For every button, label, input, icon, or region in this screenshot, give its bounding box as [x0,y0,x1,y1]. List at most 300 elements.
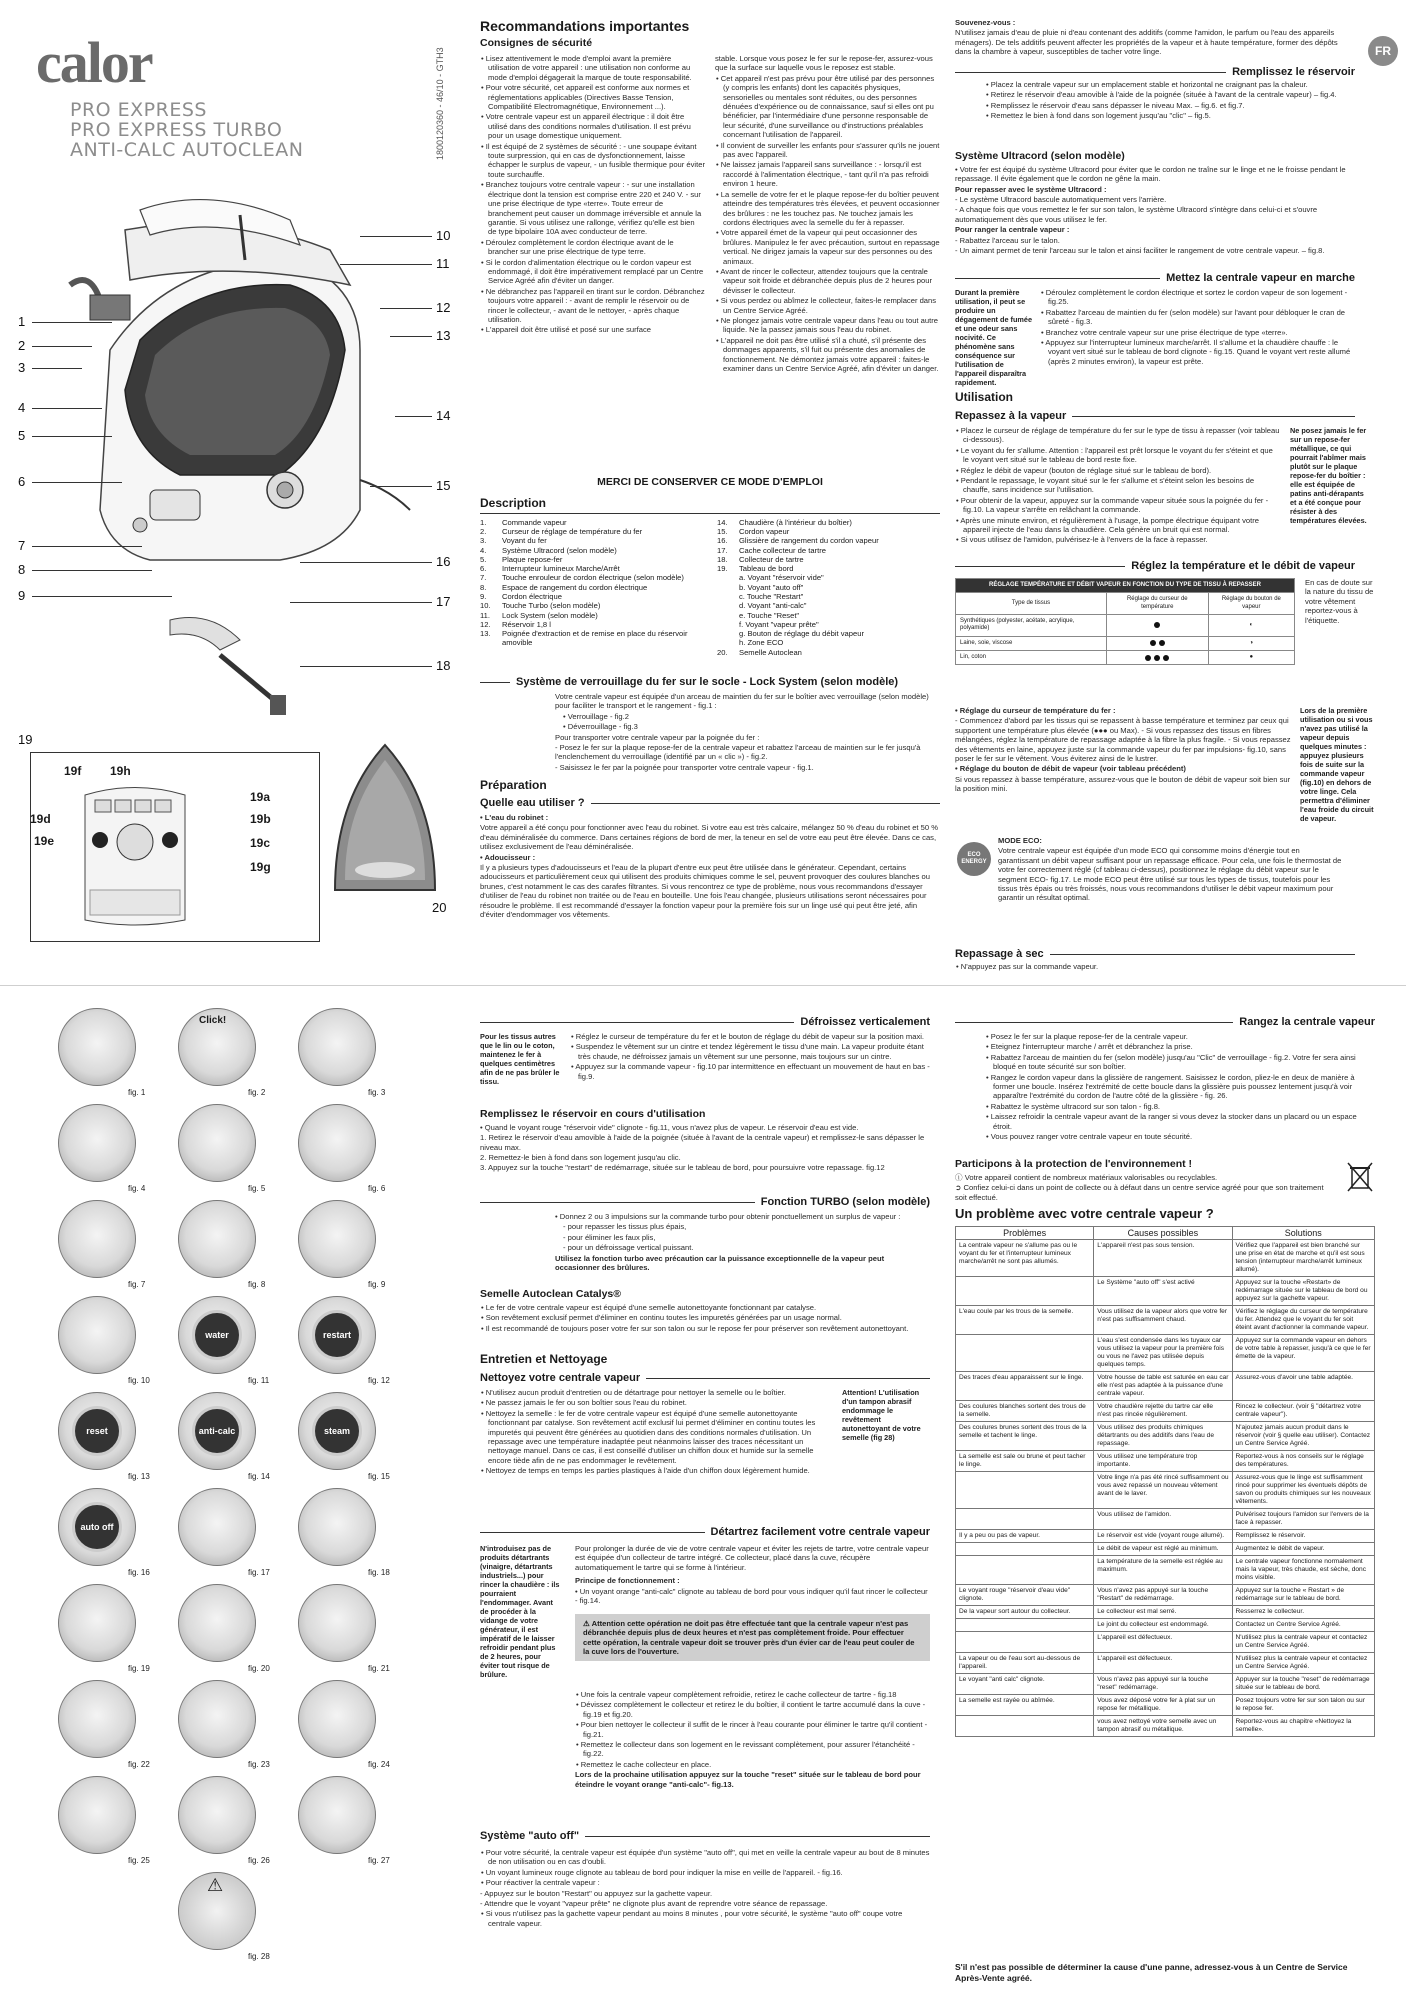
fill-tank-steps [985,80,1355,122]
description-item [480,592,705,601]
problem-cell: De la vapeur sort autour du collecteur. [956,1606,1094,1619]
description-item [717,638,937,647]
description-item [717,564,937,573]
temperature-dot [1150,640,1156,646]
callout-19: 19 [18,732,33,747]
solution-cell: Appuyez sur la commande vapeur en dehors de votre table à repasser, jusqu'à ce que le fer émette de la vapeur. [1232,1335,1374,1372]
description-label: Cache collecteur de tartre [739,545,826,555]
table-row [956,1619,1375,1632]
remember-text: N'utilisez jamais d'eau de pluie ni d'eau contenant des additifs (comme l'amidon, le parfum ou l'eau des appareils ménagers). De tels additifs peuvent affecter les propriétés de la vapeur et à haute température, former des dépôts dans la chambre à vapeur, susceptibles de tacher votre linge. [955,28,1338,57]
cause-cell: Votre housse de table est saturée en eau car elle n'est pas adaptée à la puissance d'une centrale vapeur. [1094,1372,1232,1401]
arrow-icon: ➲ [955,1183,964,1193]
description-label: c. Touche "Restart" [739,592,804,601]
solution-cell: N'utilisez plus la centrale vapeur et contactez un Centre Service Agréé. [1232,1632,1374,1653]
fill-step: • Remplissez le réservoir d'eau sans dépasser le niveau Max. – fig.6. et fig.7. [985,101,1355,110]
fill-tank-title: Remplissez le réservoir [1232,66,1355,78]
description-item [717,536,937,545]
autooff-line: • Un voyant lumineux rouge clignote au tableau de bord pour indiquer la mise en veille de l'appareil. - fig.16. [480,1868,930,1877]
temperature-title: Réglez la température et le débit de vapeur [1131,560,1355,572]
cause-cell: Le joint du collecteur est endommagé. [1094,1619,1232,1632]
lock-text: - Posez le fer sur la plaque repose-fer de la centrale vapeur et rabattez l'arceau de maintien sur le fer jusqu'à l'enclenchement du verrouillage (identifié par un « clic ») - fig.2. [555,743,921,762]
autoclean-line: • Il est recommandé de toujours poser votre fer sur son talon ou sur le repose fer pour préserver son revêtement autonettoyant. [480,1324,930,1333]
description-number: 8. [480,582,487,592]
figure-illustration [298,1488,376,1566]
soleplate-illustration [325,740,445,920]
solution-cell: Reportez-vous à nos conseils sur le réglage des températures. [1232,1451,1374,1472]
table-row [956,1451,1375,1472]
autooff-line: • Pour votre sécurité, la centrale vapeur est équipée d'un système "auto off", qui met en veille la centrale vapeur au bout de 8 minutes de non utilisation ou en cas d'oubli. [480,1848,930,1867]
description-number: 10. [480,601,491,611]
preparation-section [480,778,940,921]
lock-system-title: Système de verrouillage du fer sur le socle - Lock System (selon modèle) [516,676,899,688]
description-number: 5. [480,554,487,564]
problem-cell [956,1716,1094,1737]
start-title: Mettez la centrale vapeur en marche [1166,272,1355,284]
problem-cell [956,1543,1094,1556]
cause-cell: Le Système "auto off" s'est activé [1094,1277,1232,1306]
description-item [480,611,705,620]
table-row [956,1543,1375,1556]
safety-item: • Votre centrale vapeur est un appareil électrique : il doit être utilisé dans des conditions normales d'utilisation. Il est prévu pour un usage domestique uniquement. [480,112,705,140]
solution-cell: Vérifiez que l'appareil est bien branché sur une prise en état de marche et qu'il est sous tension (interrupteur marche/arrêt lumineux allumé). [1232,1240,1374,1277]
descale-step: • Une fois la centrale vapeur complètement refroidie, retirez le cache collecteur de tartre - fig.18 [575,1690,930,1699]
description-label: h. Zone ECO [739,638,784,648]
cause-cell: Vous n'avez pas appuyé sur la touche "reset" redémarrage. [1094,1674,1232,1695]
fill-step: • Placez la centrale vapeur sur un emplacement stable et horizontal ne craignant pas la chaleur. [985,80,1355,89]
cause-cell: L'appareil est défectueux. [1094,1632,1232,1653]
problem-cell: Le voyant "anti calc" clignote. [956,1674,1094,1695]
descale-text [575,1544,930,1606]
ultracord-text: Pour repasser avec le système Ultracord : [955,184,1107,194]
dry-text: • N'appuyez pas sur la commande vapeur. [955,962,1355,971]
autooff-line: - Attendre que le voyant "vapeur prête" ne clignote plus avant de reprendre votre séance de repassage. [480,1899,828,1909]
description-item [717,583,937,592]
temperature-dot [1163,655,1169,661]
refill-step: • Quand le voyant rouge "réservoir vide" clignote - fig.11, vous n'avez plus de vapeur. Le réservoir d'eau est vide. [480,1122,859,1132]
problem-cell: La centrale vapeur ne s'allume pas ou le voyant du fer et l'interrupteur lumineux marche/arrêt ne sont pas allumés. [956,1240,1094,1277]
scale-collector-illustration [150,610,300,720]
iron-step: • Si vous utilisez de l'amidon, pulvérisez-le à l'envers de la face à repasser. [955,535,1280,544]
description-label: a. Voyant "réservoir vide" [739,573,824,583]
autooff-text [480,1848,930,1929]
safety-item: • Il convient de surveiller les enfants pour s'assurer qu'ils ne jouent pas avec l'appareil. [715,141,940,160]
cause-cell: L'appareil n'est pas sous tension. [1094,1240,1232,1277]
description-item [717,629,937,638]
model-names [70,100,303,160]
safety-subtitle: Consignes de sécurité [480,37,593,50]
description-item [480,573,705,582]
turbo-title: Fonction TURBO (selon modèle) [760,1196,930,1208]
store-step: • Rabattez le système ultracord sur son talon - fig.8. [985,1102,1375,1111]
lock-text: - Saisissez le fer par la poignée pour transporter votre centrale vapeur - fig.1. [555,762,814,772]
cause-cell: Le réservoir est vide (voyant rouge allumé). [1094,1530,1232,1543]
start-step: • Rabattez l'arceau de maintien du fer (selon modèle) sur l'avant pour débloquer le cran de sûreté - fig.3. [1040,308,1355,327]
callout-6: 6 [18,474,26,489]
description-label: Chaudière (à l'intérieur du boîtier) [739,517,852,527]
autoclean-line: • Le fer de votre centrale vapeur est équipé d'une semelle autonettoyante fonctionnant par catalyse. [480,1303,930,1312]
clean-step: • Ne passez jamais le fer ou son boîtier sous l'eau du robinet. [480,1398,830,1407]
description-item [717,601,937,610]
label-19c: 19c [250,836,271,850]
description-label: Semelle Autoclean [739,647,802,657]
figure-label: fig. 19 [128,1664,150,1673]
problem-cell: Des coulures blanches sortent des trous de la semelle. [956,1401,1094,1422]
table-row [956,1674,1375,1695]
description-label: Collecteur de tartre [739,554,804,564]
steam-ironing-heading [955,410,1355,423]
description-number: 20. [717,647,728,657]
troubleshoot-table [955,1226,1375,1737]
description-number: 15. [717,526,728,536]
cause-cell: Le débit de vapeur est réglé au minimum. [1094,1543,1232,1556]
callout-8: 8 [18,562,26,577]
callout-11: 11 [436,256,450,271]
figure-illustration [58,1008,136,1086]
figure-label: fig. 12 [368,1376,390,1385]
fill-tank-heading [955,66,1355,79]
description-number [717,629,739,638]
solution-cell: Remplissez le réservoir. [1232,1530,1374,1543]
figure-label: fig. 11 [248,1376,270,1385]
figure-label: fig. 26 [248,1856,270,1865]
description-item [717,611,937,620]
figure-illustration [178,1488,256,1566]
figure-illustration [298,1296,376,1374]
vertical-step: • Réglez le curseur de température du fer et le bouton de réglage du débit de vapeur sur la position maxi. [570,1032,930,1041]
description-list [480,518,940,657]
callout-3: 3 [18,360,26,375]
solution-cell: Reportez-vous au chapitre «Nettoyez la semelle». [1232,1716,1374,1737]
refill-step: 1. Retirez le réservoir d'eau amovible à l'aide de la poignée (située à l'avant de la centrale vapeur) et remplissez-le sans dépasser le niveau max. [480,1133,925,1152]
solution-cell: Augmentez le débit de vapeur. [1232,1543,1374,1556]
tap-water-text: Votre appareil a été conçu pour fonctionner avec l'eau du robinet. Si votre eau est très calcaire, mélangez 50 % d'eau du robinet et 50 % d'eau déminéralisée du commerce. Dans certaines régions de bord de mer, la teneur en sel de votre eau peut être élevée. Dans ce cas, utilisez exclusivement de l'eau déminéralisée. [480,823,938,852]
ultracord-text: - Rabattez l'arceau sur le talon. [955,235,1060,245]
description-item [717,546,937,555]
safety-item: • Pour votre sécurité, cet appareil est conforme aux normes et réglementations applicables (Directives Basse Tension, Compatibilité Electromagnétique, Environnement ...). [480,83,705,111]
description-item [717,620,937,629]
safety-item: • La semelle de votre fer et le plaque repose-fer du boîtier peuvent atteindre des températures très élevées, et peuvent occasionner des brûlures : ne les touchez pas. Ne touchez jamais les cordons électriques avec la semelle du fer à repasser. [715,190,940,228]
reset-button-icon: reset [72,1406,122,1456]
eco-heading: MODE ECO: [998,836,1042,845]
description-item [480,518,705,527]
descale-warning-box [575,1614,930,1661]
lock-text: • Déverrouillage - fig.3 [563,722,638,732]
figure-label: fig. 23 [248,1760,270,1769]
table-row [956,1606,1375,1619]
environment-line: Votre appareil contient de nombreux matériaux valorisables ou recyclables. [964,1172,1218,1182]
autooff-title: Système "auto off" [480,1830,580,1842]
problem-cell [956,1472,1094,1509]
table-row [956,1653,1375,1674]
figure-label: fig. 1 [128,1088,146,1097]
description-label: g. Bouton de réglage du débit vapeur [739,629,864,639]
description-number [717,611,739,620]
cause-cell: Le collecteur est mal serré. [1094,1606,1232,1619]
refill-title: Remplissez le réservoir en cours d'utilisation [480,1108,706,1120]
figure-label: fig. 21 [368,1664,390,1673]
steam-dial-icon: ● [1249,653,1254,660]
description-number: 13. [480,629,491,639]
descale-step: • Pour bien nettoyer le collecteur il suffit de le rincer à l'eau courante pour éliminer le tartre qu'il contient - fig.21. [575,1720,930,1739]
description-label: Voyant du fer [502,536,547,546]
solution-cell: Rincez le collecteur. (voir § "détartrez votre centrale vapeur"). [1232,1401,1374,1422]
description-item [480,583,705,592]
fabric-type: Laine, soie, viscose [956,636,1107,650]
description-item [480,527,705,536]
description-label: Tableau de bord [739,564,794,574]
col-solutions: Solutions [1232,1227,1374,1240]
description-number: 9. [480,592,487,601]
table-row [956,1695,1375,1716]
lock-text: Votre centrale vapeur est équipée d'un arceau de maintien du fer sur le boîtier avec verrouillage (selon modèle) pour faciliter le transport et le rangement - fig.1 : [555,692,929,711]
figure-illustration [298,1104,376,1182]
iron-step: • Le voyant du fer s'allume. Attention : l'appareil est prêt lorsque le voyant du fer s'éteint et que le voyant vert situé sur le tableau de bord reste fixe. [955,446,1280,465]
description-label: Interrupteur lumineux Marche/Arrêt [502,564,620,574]
descale-intro: Pour prolonger la durée de vie de votre centrale vapeur et éviter les rejets de tartre, votre centrale vapeur est équipée d'un collecteur de tartre intégré. Ce collecteur, placé dans la cuve, récupère automatiquement le tartre qui se forme à l'intérieur. [575,1544,929,1572]
safety-item: • Branchez toujours votre centrale vapeur : - sur une installation électrique dont la tension est comprise entre 220 et 240 V. - sur une prise électrique de type «terre». Toute erreur de branchement peut causer un dommage irréversible et annule la garantie. Si vous utilisez une rallonge, vérifiez qu'elle est bien de type bipolaire 10A avec conducteur de terre. [480,180,705,236]
autoclean-title: Semelle Autoclean Catalys® [480,1288,621,1300]
table-row [956,1422,1375,1451]
figure-illustration [298,1008,376,1086]
vertical-step: • Suspendez le vêtement sur un cintre et tendez légèrement le tissu d'une main. La vapeur produite étant très chaude, ne défroissez jamais un vêtement sur une personne, mais toujours sur un cintre. [570,1042,930,1061]
first-use-steam-note: Lors de la première utilisation ou si vous n'avez pas utilisé la vapeur depuis quelques minutes : appuyez plusieurs fois de suite sur la commande vapeur (fig.10) en dehors de votre linge. Cela permettra d'éliminer l'eau froide du circuit de vapeur. [1300,706,1374,823]
callout-4: 4 [18,400,26,415]
cause-cell: Vous utilisez de l'amidon. [1094,1509,1232,1530]
turbo-text [555,1212,930,1273]
problem-cell: La vapeur ou de l'eau sort au-dessous de l'appareil. [956,1653,1094,1674]
softener-heading: • Adoucisseur : [480,852,536,862]
descale-step: • Remettez le cache collecteur en place. [575,1760,930,1769]
figure-illustration [298,1200,376,1278]
figure-illustration [58,1776,136,1854]
callout-12: 12 [436,300,451,315]
start-step: • Branchez votre centrale vapeur sur une prise électrique de type «terre». [1040,328,1355,337]
description-item [480,629,705,648]
safety-item: • Si vous perdez ou abîmez le collecteur, faites-le remplacer dans un Centre Service Agréé. [715,296,940,315]
clean-steps [480,1388,830,1477]
solution-cell: Contactez un Centre Service Agréé. [1232,1619,1374,1632]
environment-title: Participons à la protection de l'environnement ! [955,1158,1193,1170]
refill-section [480,1108,930,1174]
figure-illustration [178,1872,256,1950]
tap-water-heading: • L'eau du robinet : [480,813,549,823]
recycle-icon: ⓘ [955,1172,965,1182]
problem-cell: L'eau coule par les trous de la semelle. [956,1306,1094,1335]
refill-step: 2. Remettez-le bien à fond dans son logement jusqu'au clic. [480,1153,681,1163]
description-number [717,583,739,592]
figure-illustration [178,1392,256,1470]
description-label: f. Voyant "vapeur prête" [739,619,819,629]
model-name: PRO EXPRESS TURBO [70,119,283,141]
problem-cell: Des traces d'eau apparaissent sur le linge. [956,1372,1094,1401]
table-row [956,1240,1375,1277]
description-number [717,638,739,647]
callout-5: 5 [18,428,26,443]
label-19e: 19e [34,834,55,848]
cause-cell: Votre chaudière rejette du tartre car elle n'est pas rincée régulièrement. [1094,1401,1232,1422]
warning-icon: ⚠ [583,1619,592,1628]
figure-label: fig. 17 [248,1568,270,1577]
description-number: 4. [480,545,487,555]
store-step: • Rangez le cordon vapeur dans la glissière de rangement. Saisissez le cordon, pliez-le en deux de manière à former une boucle. Insérez l'extrémité de cette boucle dans la glissière puis poussez lentement jusqu'à voir apparaître l'extrémité du cordon de l'autre côté de la glissière - fig. 26. [985,1073,1375,1101]
description-label: Espace de rangement du cordon électrique [502,582,648,592]
problem-cell: Il y a peu ou pas de vapeur. [956,1530,1094,1543]
dry-ironing-text [955,962,1355,972]
vertical-title: Défroissez verticalement [800,1016,930,1028]
label-19b: 19b [250,812,271,826]
eco-energy-logo: ECO ENERGY [957,842,991,876]
cause-cell: Vous utilisez une température trop importante. [1094,1451,1232,1472]
eco-text: Votre centrale vapeur est équipée d'un mode ECO qui consomme moins d'énergie tout en garantissant un débit vapeur suffisant pour un repassage efficace. Pour cela, une fois le thermostat de votre fer correctement réglé (cf tableau ci-dessus), positionnez le réglage du débit vapeur sur le segment ECO- fig.17. Le mode ECO peut être utilisé sur tous les types de tissus, toutefois pour les tissus très épais ou très froissés, nous vous recommandons d'utiliser le débit vapeur maximum pour garantir un résultat optimal. [998,846,1342,903]
description-item [717,648,937,657]
problem-cell: La semelle est rayée ou abîmée. [956,1695,1094,1716]
description-label: Curseur de réglage de température du fer [502,526,643,536]
lock-system-heading [480,676,940,689]
description-label: Plaque repose-fer [502,554,563,564]
table-row [956,1401,1375,1422]
description-item [717,573,937,582]
figure-label: fig. 16 [128,1568,150,1577]
figure-label: fig. 4 [128,1184,146,1193]
descale-steps [575,1690,930,1790]
fill-step: • Remettez le bien à fond dans son logement jusqu'au "clic" – fig.5. [985,111,1355,120]
figure-label: fig. 2 [248,1088,266,1097]
description-item [717,527,937,536]
table-row [956,1585,1375,1606]
solution-cell: Vérifiez le réglage du curseur de température du fer. Attendez que le voyant du fer soit éteint avant d'actionner la commande vapeur. [1232,1306,1374,1335]
figure-illustration [298,1776,376,1854]
safety-item: • Votre appareil émet de la vapeur qui peut occasionner des brûlures. Manipulez le fer avec précaution, surtout en repassage vertical. Ne dirigez jamais la vapeur sur des personnes ou des animaux. [715,228,940,266]
keep-manual-notice: MERCI DE CONSERVER CE MODE D'EMPLOI [597,476,823,488]
water-subtitle: Quelle eau utiliser ? [480,796,585,809]
ultracord-title: Système Ultracord (selon modèle) [955,150,1125,162]
figure-label: fig. 20 [248,1664,270,1673]
troubleshoot-title: Un problème avec votre centrale vapeur ? [955,1206,1214,1221]
fabric-type: Synthétiques (polyester, acétate, acrylique, polyamide) [956,614,1107,636]
control-panel-illustration [80,780,190,930]
callout-10: 10 [436,228,451,243]
problem-cell: La semelle est sale ou brune et peut tacher le linge. [956,1451,1094,1472]
vertical-step: • Appuyez sur la commande vapeur - fig.10 par intermittence en effectuant un mouvement de haut en bas - fig.9. [570,1062,930,1081]
warning-text: Attention cette opération ne doit pas être effectuée tant que la centrale vapeur n'est pas débranchée depuis plus de deux heures et n'est pas complètement froide. Pour effectuer cette opération, la centrale vapeur doit se trouver près d'un évier car de l'eau peut couler de la cuve lors de l'ouverture. [583,1619,915,1656]
description-label: Réservoir 1,8 l [502,619,551,629]
problem-cell [956,1509,1094,1530]
turbo-line: • Donnez 2 ou 3 impulsions sur la commande turbo pour obtenir ponctuellement un surplus de vapeur : [555,1212,901,1221]
clean-heading [480,1372,930,1385]
preparation-title: Préparation [480,778,547,792]
table-row [956,1716,1375,1737]
steam-knob-heading: • Réglage du bouton de débit de vapeur (voir tableau précédent) [955,764,1186,774]
ultracord-text: - A chaque fois que vous remettez le fer sur son talon, le système Ultracord s'intègre dans celui-ci et s'ouvre automatiquement dès que vous utilisez le fer. [955,205,1318,224]
autooff-line: • Si vous n'utilisez pas la gachette vapeur pendant au moins 8 minutes , pour votre sécurité, le système "auto off" coupe votre centrale vapeur. [480,1909,930,1928]
description-number [717,573,739,582]
figure-illustration [58,1104,136,1182]
descale-note: N'introduisez pas de produits détartrants (vinaigre, détartrants industriels...) pour rincer la chaudière : ils pourraient l'endommager. Avant de procéder à la vidange de votre générateur, il est impératif de le laisser refroidir pendant plus de 2 heures, pour éviter tout risque de brûlure. [480,1544,560,1679]
table-row [956,1335,1375,1372]
ultracord-section [955,150,1355,256]
clean-title: Nettoyez votre centrale vapeur [480,1372,641,1384]
language-badge: FR [1368,36,1398,66]
solution-cell: Resserrez le collecteur. [1232,1606,1374,1619]
autooff-line: • Pour réactiver la centrale vapeur : [480,1878,930,1887]
descale-reset-note: Lors de la prochaine utilisation appuyez sur la touche "reset" située sur le tableau de bord pour éteindre le voyant orange "anti-calc"- fig.13. [575,1770,921,1789]
description-number: 1. [480,517,487,527]
solution-cell: Appuyez sur la touche «Restart» de redémarrage située sur le tableau de bord ou appuyez sur la gachette vapeur. [1232,1277,1374,1306]
description-number: 17. [717,545,728,555]
eco-mode-text [998,836,1343,904]
callout-7: 7 [18,538,26,553]
reference-code: 1800120360 - 46/10 - GTH3 [435,47,445,160]
figure-illustration [58,1296,136,1374]
steam-dial-icon: ◐ [1249,621,1254,628]
table-row [956,1306,1375,1335]
figure-illustration [298,1584,376,1662]
description-item [480,601,705,610]
callout-20: 20 [432,900,447,915]
label-19d: 19d [30,812,51,826]
steam-knob-text: Si vous repassez à basse température, assurez-vous que le bouton de débit de vapeur soit bien sur la position mini. [955,774,1291,794]
col-causes: Causes possibles [1094,1227,1232,1240]
description-number: 12. [480,619,491,629]
turbo-line: - pour éliminer les faux plis, [563,1232,656,1242]
label-19f: 19f [64,764,82,778]
clean-step: • Nettoyez de temps en temps les parties plastiques à l'aide d'un chiffon doux légèrement humide. [480,1466,830,1475]
dry-ironing-title: Repassage à sec [955,948,1044,960]
problem-cell [956,1619,1094,1632]
temperature-dot [1154,655,1160,661]
figure-label: fig. 14 [248,1472,270,1481]
safety-item: • Ne plongez jamais votre centrale vapeur dans l'eau ou tout autre liquide. Ne la passez jamais sous l'eau du robinet. [715,316,940,335]
description-number: 7. [480,573,487,583]
store-step: • Vous pouvez ranger votre centrale vapeur en toute sécurité. [985,1132,1375,1141]
description-item [717,555,937,564]
autooff-button-icon: auto off [72,1502,122,1552]
description-number: 18. [717,554,728,564]
temperature-dot [1145,655,1151,661]
remember-heading: Souvenez-vous : [955,18,1016,27]
col-problems: Problèmes [956,1227,1094,1240]
cause-cell: vous avez nettoyé votre semelle avec un tampon abrasif ou métallique. [1094,1716,1232,1737]
description-section [480,496,940,657]
descale-step: • Dévissez complètement le collecteur et retirez le du boîtier, il contient le tartre accumulé dans la cuve - fig.19 et fig.20. [575,1700,930,1719]
start-step: • Déroulez complètement le cordon électrique et sortez le cordon vapeur de son logement - fig.25. [1040,288,1355,307]
description-item [480,536,705,545]
description-number [717,620,739,629]
recommendations-section [480,18,940,50]
lock-system-text [555,692,940,773]
figure-illustration [178,1680,256,1758]
figure-label: fig. 3 [368,1088,386,1097]
descale-step: • Remettez le collecteur dans son logement en le revissant complètement, pour assurer l'étanchéité - fig.22. [575,1740,930,1759]
label-19h: 19h [110,764,131,778]
callout-13: 13 [436,328,451,343]
solution-cell: N'ajoutez jamais aucun produit dans le réservoir (voir § quelle eau utiliser). Contactez un Centre Service Agréé. [1232,1422,1374,1451]
autooff-line: - Appuyez sur le bouton "Restart" ou appuyez sur la gachette vapeur. [480,1888,713,1898]
solution-cell: Assurez-vous que le linge est suffisamment rincé pour supprimer les éventuels dépôts de savon ou produits chimiques sur les nouveaux vêtements. [1232,1472,1374,1509]
temperature-dots [1111,640,1204,646]
lock-text: Pour transporter votre centrale vapeur par la poignée du fer : [555,732,760,742]
fabric-row [956,650,1295,664]
model-name: PRO EXPRESS [70,99,207,121]
figure-illustration [58,1584,136,1662]
description-label: d. Voyant "anti-calc" [739,601,807,611]
figure-illustration [298,1392,376,1470]
safety-item: • Avant de rincer le collecteur, attendez toujours que la centrale vapeur soit froide et débranchée depuis plus de 2 heures pour dévisser le collecteur. [715,267,940,295]
fabric-col-header: Type de tissus [956,593,1107,615]
descale-title: Détartrez facilement votre centrale vapeur [710,1526,930,1538]
solution-cell: Appuyer sur la touche "reset" de redémarrage située sur le tableau de bord. [1232,1674,1374,1695]
figure-illustration [298,1680,376,1758]
